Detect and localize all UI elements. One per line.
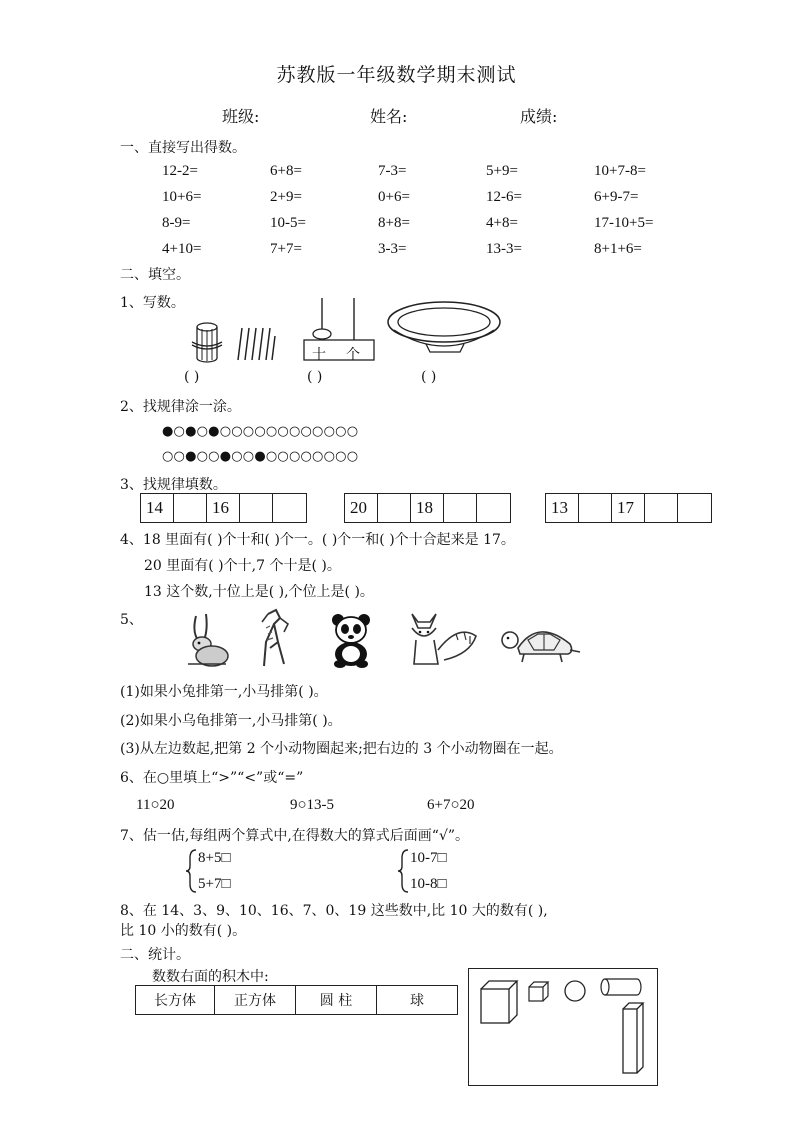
calc-item[interactable]: 10+7-8= [594, 163, 646, 179]
q1-label: 1、写数。 [120, 295, 185, 311]
rabbit-icon [178, 612, 234, 668]
page-title: 苏教版一年级数学期末测试 [276, 64, 517, 86]
blocks-picture-frame [468, 968, 658, 1086]
pattern-cells-group-1 [140, 493, 307, 523]
estimate-2a[interactable]: 10-7□ [410, 850, 447, 866]
header-cuboid: 长方体 [136, 986, 215, 1015]
calc-item[interactable]: 10-5= [270, 215, 306, 231]
pattern-cell[interactable]: 16 [207, 494, 240, 522]
calc-item[interactable]: 4+10= [162, 241, 202, 257]
q1-blank-3[interactable]: ( ) [421, 369, 437, 385]
pattern-row-1[interactable]: ●○●○●○○○○○○○○○○○○ [162, 424, 359, 439]
pattern-cell[interactable]: 17 [612, 494, 645, 522]
header-cylinder: 圆 柱 [296, 986, 377, 1015]
pattern-cells-group-3 [545, 493, 712, 523]
class-label: 班级: [222, 107, 260, 126]
calc-item[interactable]: 8+1+6= [594, 241, 642, 257]
estimate-1a[interactable]: 8+5□ [198, 850, 231, 866]
pattern-cells-group-2 [344, 493, 511, 523]
table-row [136, 986, 458, 1015]
q1-blank-2[interactable]: ( ) [307, 369, 323, 385]
compare-item-1[interactable]: 11○20 [136, 797, 175, 813]
section3-heading: 二、统计。 [120, 947, 190, 963]
calc-item[interactable]: 13-3= [486, 241, 522, 257]
q4-line-2: 20 里面有( )个十,7 个十是( )。 [144, 558, 341, 574]
header-sphere: 球 [377, 986, 458, 1015]
pattern-cell[interactable]: 14 [141, 494, 174, 522]
pattern-cell[interactable] [645, 494, 678, 522]
calc-item[interactable]: 8-9= [162, 215, 191, 231]
q8-line-2: 比 10 小的数有( )。 [120, 923, 247, 939]
section1-heading: 一、直接写出得数。 [120, 140, 246, 156]
sticks-icon [232, 326, 276, 362]
calc-item[interactable]: 17-10+5= [594, 215, 654, 231]
pattern-cell[interactable] [444, 494, 477, 522]
brace-left-icon [184, 848, 198, 894]
calc-item[interactable]: 4+8= [486, 215, 518, 231]
pattern-cell[interactable] [378, 494, 411, 522]
calc-item[interactable]: 5+9= [486, 163, 518, 179]
brace-right-group-icon [396, 848, 410, 894]
pattern-row-2[interactable]: ○○●○○●○○●○○○○○○○○ [162, 449, 359, 464]
q4-line-1: 4、18 里面有( )个十和( )个一。( )个一和( )个十合起来是 17。 [120, 532, 515, 548]
calc-item[interactable]: 8+8= [378, 215, 410, 231]
name-label: 姓名: [370, 107, 408, 126]
pattern-cell[interactable] [273, 494, 306, 522]
pattern-cell[interactable]: 20 [345, 494, 378, 522]
horse-icon [254, 608, 298, 670]
header-cube: 正方体 [215, 986, 296, 1015]
q5-sub-1: (1)如果小兔排第一,小马排第( )。 [120, 684, 328, 700]
fox-icon [404, 610, 480, 668]
calc-item[interactable]: 0+6= [378, 189, 410, 205]
compare-item-2[interactable]: 9○13-5 [290, 797, 335, 813]
stat-table [135, 985, 458, 1015]
calc-item[interactable]: 12-6= [486, 189, 522, 205]
section2-heading: 二、填空。 [120, 267, 190, 283]
compare-item-3[interactable]: 6+7○20 [427, 797, 475, 813]
calc-item[interactable]: 2+9= [270, 189, 302, 205]
q2-label: 2、找规律涂一涂。 [120, 399, 241, 415]
q8-line-1: 8、在 14、3、9、10、16、7、0、19 这些数中,比 10 大的数有( ), [120, 903, 548, 919]
plate-icon [386, 300, 504, 356]
calc-item[interactable]: 7-3= [378, 163, 407, 179]
abacus-ones-label: 个 [346, 347, 360, 363]
q4-line-3: 13 这个数,十位上是( ),个位上是( )。 [144, 584, 374, 600]
pattern-cell[interactable]: 18 [411, 494, 444, 522]
calc-item[interactable]: 12-2= [162, 163, 198, 179]
q6-label: 6、在○里填上“>”“<”或“=” [120, 770, 304, 786]
q3-label: 3、找规律填数。 [120, 477, 227, 493]
q7-label: 7、估一估,每组两个算式中,在得数大的算式后面画“√”。 [120, 828, 470, 844]
calc-item[interactable]: 7+7= [270, 241, 302, 257]
q5-label: 5、 [120, 612, 143, 628]
pattern-cell[interactable]: 13 [546, 494, 579, 522]
abacus-tens-label: 十 [312, 347, 326, 363]
pattern-cell[interactable] [579, 494, 612, 522]
cylinder-bundle-icon [190, 320, 230, 366]
blocks-shapes-icon [469, 969, 657, 1085]
score-label: 成绩: [520, 107, 558, 126]
calc-item[interactable]: 10+6= [162, 189, 202, 205]
calc-item[interactable]: 6+8= [270, 163, 302, 179]
q5-sub-2: (2)如果小乌龟排第一,小马排第( )。 [120, 713, 342, 729]
estimate-2b[interactable]: 10-8□ [410, 876, 447, 892]
pattern-cell[interactable] [174, 494, 207, 522]
q5-sub-3: (3)从左边数起,把第 2 个小动物圈起来;把右边的 3 个小动物圈在一起。 [120, 741, 563, 757]
estimate-1b[interactable]: 5+7□ [198, 876, 231, 892]
q1-blank-1[interactable]: ( ) [184, 369, 200, 385]
calc-item[interactable]: 6+9-7= [594, 189, 639, 205]
pattern-cell[interactable] [678, 494, 711, 522]
turtle-icon [498, 620, 582, 664]
panda-icon [326, 610, 376, 668]
pattern-cell[interactable] [240, 494, 273, 522]
calc-item[interactable]: 3-3= [378, 241, 407, 257]
pattern-cell[interactable] [477, 494, 510, 522]
stat-prompt: 数数右面的积木中: [152, 969, 269, 985]
